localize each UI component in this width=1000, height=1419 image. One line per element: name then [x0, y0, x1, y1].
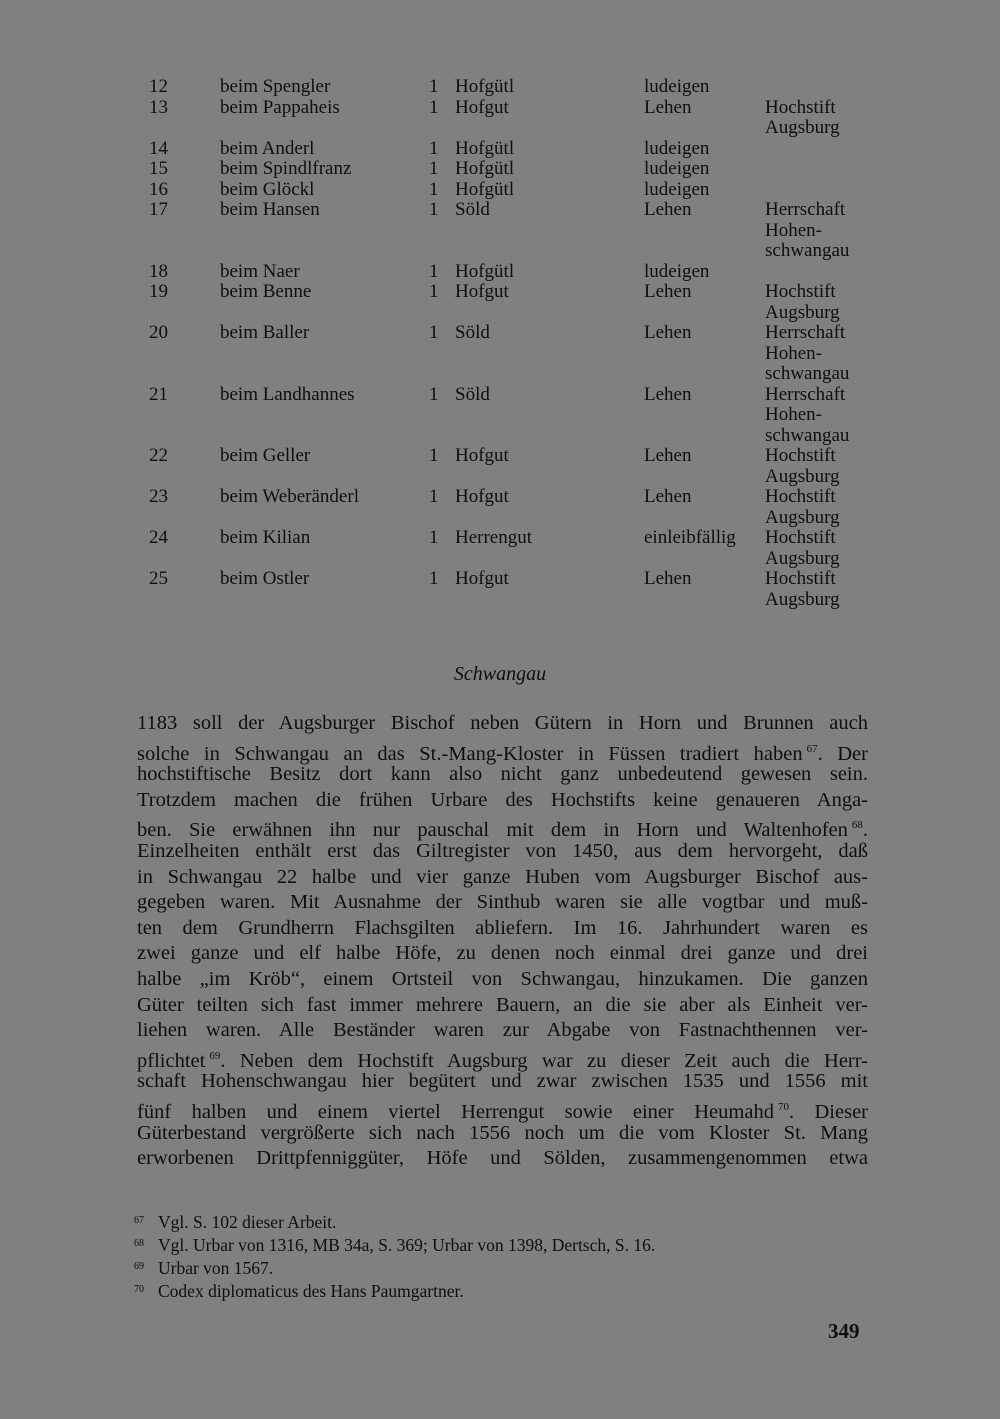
- holding-type: Hofgut: [455, 96, 509, 118]
- farm-name: beim Hansen: [220, 199, 320, 220]
- footnote-marker: 68: [851, 819, 863, 832]
- row-number: 23: [149, 486, 168, 507]
- tenure-status: Lehen: [644, 199, 692, 220]
- tenure-status: einleibfällig: [644, 527, 736, 548]
- holding-type: Hofgütl: [455, 76, 515, 97]
- quantity: 1: [429, 260, 439, 282]
- farm-name: beim Geller: [220, 445, 311, 466]
- text-line: [137, 1044, 868, 1070]
- line-text-tail: . Dieser: [788, 1100, 868, 1123]
- tenure-status: Lehen: [644, 383, 692, 405]
- landlord: [765, 323, 849, 385]
- holding-type: Söld: [455, 199, 490, 220]
- landlord: [765, 446, 840, 487]
- farm-name: beim Spindlfranz: [220, 158, 352, 179]
- text-line: [137, 1121, 868, 1147]
- tenure-status: Lehen: [644, 96, 692, 118]
- holding-type: Hofgütl: [455, 137, 515, 159]
- quantity: 1: [429, 486, 439, 507]
- footnote-number: 70: [134, 1284, 144, 1295]
- footnote-text: Urbar von 1567.: [158, 1258, 274, 1278]
- table-row: [0, 159, 1000, 180]
- text-line: [137, 762, 868, 788]
- line-text: Trotzdem machen die frühen Urbare des Hochstifts keine genaueren Anga-: [137, 788, 868, 811]
- farm-name: beim Kilian: [220, 527, 311, 548]
- landlord-line: Hochstift: [765, 568, 836, 589]
- quantity: 1: [429, 383, 439, 405]
- line-text: pflichtet: [137, 1049, 206, 1072]
- page-number: 349: [828, 1319, 860, 1343]
- line-text: Einzelheiten enthält erst das Giltregister von 1450, aus dem hervorgeht, daß: [137, 839, 868, 862]
- holding-type: Hofgut: [455, 281, 509, 302]
- text-line: [137, 813, 868, 842]
- row-number: 18: [149, 260, 168, 282]
- quantity: 1: [429, 281, 439, 302]
- footnote-number: 67: [134, 1215, 144, 1226]
- row-number: 22: [149, 445, 168, 466]
- line-text-tail: .: [862, 819, 868, 842]
- text-line: [137, 711, 868, 737]
- farm-name: beim Ostler: [220, 568, 310, 589]
- line-text-tail: . Der: [817, 742, 868, 765]
- landlord: [765, 385, 849, 447]
- line-text: halbe „im Kröb“, einem Ortsteil von Schwangau, hinzukamen. Die ganzen: [137, 967, 868, 990]
- holding-type: Hofgütl: [455, 260, 515, 282]
- text-line: [137, 788, 868, 814]
- farm-name: beim Baller: [220, 322, 310, 343]
- footnote-marker: 67: [806, 742, 818, 755]
- holding-type: Hofgut: [455, 568, 509, 589]
- holding-type: Hofgut: [455, 445, 509, 466]
- landlord-line: Herrschaft: [765, 199, 846, 220]
- landlord-line: Augsburg: [765, 506, 840, 528]
- tenure-status: ludeigen: [644, 158, 710, 179]
- landlord: [765, 282, 840, 323]
- table-row: [0, 262, 1000, 283]
- landlord-line: Hohen-: [765, 404, 822, 425]
- landlord-line: Augsburg: [765, 465, 840, 487]
- holding-type: Hofgut: [455, 486, 509, 507]
- landlord-line: Herrschaft: [765, 383, 846, 405]
- row-number: 19: [149, 281, 168, 302]
- footnote: [134, 1210, 874, 1233]
- landlord-line: Hochstift: [765, 486, 836, 507]
- table-row: [0, 323, 1000, 385]
- landlord-line: schwangau: [765, 240, 850, 261]
- footnote-text: Vgl. S. 102 dieser Arbeit.: [158, 1212, 337, 1232]
- landlord-line: Augsburg: [765, 117, 840, 138]
- landlord-line: schwangau: [765, 363, 850, 384]
- row-number: 13: [149, 96, 168, 118]
- farm-name: beim Glöckl: [220, 178, 315, 200]
- line-text: hochstiftische Besitz dort kann also nicht ganz unbedeutend gewesen sein.: [137, 763, 868, 786]
- line-text: Güterbestand vergrößerte sich nach 1556 noch um die vom Kloster St. Mang: [137, 1121, 868, 1144]
- footnote: [134, 1279, 874, 1302]
- holding-type: Hofgütl: [455, 158, 515, 179]
- quantity: 1: [429, 445, 439, 466]
- tenure-status: ludeigen: [644, 178, 710, 200]
- quantity: 1: [429, 568, 439, 589]
- farm-name: beim Weberänderl: [220, 486, 359, 507]
- row-number: 24: [149, 527, 168, 548]
- table-row: [0, 487, 1000, 528]
- line-text: Güter teilten sich fast immer mehrere Bauern, an die sie aber als Einheit ver-: [137, 993, 868, 1016]
- farm-name: beim Pappaheis: [220, 96, 340, 118]
- landlord-line: Hohen-: [765, 342, 822, 364]
- tenure-status: ludeigen: [644, 137, 710, 159]
- quantity: 1: [429, 76, 439, 97]
- table-row: [0, 528, 1000, 569]
- table-row: [0, 98, 1000, 139]
- tenure-status: ludeigen: [644, 76, 710, 97]
- text-line: [137, 865, 868, 891]
- tenure-status: Lehen: [644, 568, 692, 589]
- tenure-status: Lehen: [644, 445, 692, 466]
- landlord-line: Hochstift: [765, 281, 836, 302]
- line-text: erworbenen Drittpfenniggüter, Höfe und Sölden, zusammengenommen etwa: [137, 1147, 868, 1170]
- line-text: gegeben waren. Mit Ausnahme der Sinthub waren sie alle vogtbar und muß-: [137, 891, 868, 914]
- line-text: ten dem Grundherrn Flachsgilten abliefern. Im 16. Jahrhundert waren es: [137, 916, 868, 939]
- row-number: 16: [149, 178, 168, 200]
- table-row: [0, 569, 1000, 610]
- table-row: [0, 139, 1000, 160]
- landlord-line: Herrschaft: [765, 322, 846, 343]
- text-line: [137, 916, 868, 942]
- row-number: 20: [149, 322, 168, 343]
- footnote-number: 68: [134, 1238, 144, 1249]
- tenure-status: Lehen: [644, 322, 692, 343]
- holding-type: Söld: [455, 322, 490, 343]
- body-paragraph: [137, 711, 868, 1172]
- landlord: [765, 200, 849, 262]
- tenure-status: Lehen: [644, 486, 692, 507]
- footnote-text: Codex diplomaticus des Hans Paumgartner.: [158, 1281, 464, 1301]
- row-number: 25: [149, 568, 168, 589]
- landlord: [765, 487, 840, 528]
- text-line: [137, 1146, 868, 1172]
- table-row: [0, 446, 1000, 487]
- line-text: ben. Sie erwähnen ihn nur pauschal mit dem in Horn und Waltenhofen: [137, 819, 848, 842]
- footnote-text: Vgl. Urbar von 1316, MB 34a, S. 369; Urbar von 1398, Dertsch, S. 16.: [158, 1235, 656, 1255]
- line-text: zwei ganze und elf halbe Höfe, zu denen noch einmal drei ganze und drei: [137, 942, 868, 965]
- line-text: schaft Hohenschwangau hier begütert und zwar zwischen 1535 und 1556 mit: [137, 1070, 868, 1093]
- farm-name: beim Anderl: [220, 137, 315, 159]
- text-line: [137, 1018, 868, 1044]
- line-text: solche in Schwangau an das St.-Mang-Kloster in Füssen tradiert haben: [137, 742, 803, 765]
- footnote: [134, 1233, 874, 1256]
- landlord-line: Augsburg: [765, 588, 840, 610]
- landlord: [765, 528, 840, 569]
- table-row: [0, 200, 1000, 262]
- row-number: 17: [149, 199, 168, 220]
- landlord-line: Hochstift: [765, 527, 836, 548]
- line-text: fünf halben und einem viertel Herrengut sowie einer Heumahd: [137, 1100, 774, 1123]
- holding-type: Söld: [455, 383, 490, 405]
- landlord-line: Hochstift: [765, 445, 836, 466]
- text-line: [137, 1095, 868, 1121]
- text-line: [137, 967, 868, 993]
- text-line: [137, 890, 868, 916]
- footnote-marker: 69: [209, 1049, 221, 1062]
- landlord: [765, 98, 840, 139]
- quantity: 1: [429, 137, 439, 159]
- tenure-status: ludeigen: [644, 260, 710, 282]
- text-line: [137, 839, 868, 865]
- quantity: 1: [429, 199, 439, 220]
- landlord-line: schwangau: [765, 424, 850, 446]
- row-number: 21: [149, 383, 168, 405]
- table-row: [0, 385, 1000, 447]
- landlord-line: Hochstift: [765, 96, 836, 118]
- table-row: [0, 282, 1000, 323]
- landlord-line: Hohen-: [765, 219, 822, 241]
- holding-type: Hofgütl: [455, 178, 515, 200]
- farm-name: beim Naer: [220, 260, 300, 282]
- landlord-line: Augsburg: [765, 301, 840, 323]
- quantity: 1: [429, 96, 439, 118]
- row-number: 15: [149, 158, 168, 179]
- farm-name: beim Benne: [220, 281, 312, 302]
- quantity: 1: [429, 158, 439, 179]
- line-text: in Schwangau 22 halbe und vier ganze Huben vom Augsburger Bischof aus-: [137, 865, 868, 888]
- text-line: [137, 993, 868, 1019]
- row-number: 12: [149, 76, 168, 97]
- footnote-number: 69: [134, 1261, 144, 1272]
- tenure-status: Lehen: [644, 281, 692, 302]
- text-line: [137, 737, 868, 763]
- quantity: 1: [429, 527, 439, 548]
- landlord: [765, 569, 840, 610]
- footnote-marker: 70: [777, 1100, 789, 1113]
- farm-name: beim Landhannes: [220, 383, 355, 405]
- landlord-line: Augsburg: [765, 547, 840, 569]
- footnote: [134, 1256, 874, 1279]
- text-line: [137, 1069, 868, 1095]
- text-line: [137, 941, 868, 967]
- table-row: [0, 180, 1000, 201]
- table-row: [0, 77, 1000, 98]
- farm-name: beim Spengler: [220, 76, 331, 97]
- line-text: 1183 soll der Augsburger Bischof neben Gütern in Horn und Brunnen auch: [137, 712, 868, 734]
- row-number: 14: [149, 137, 168, 159]
- section-title: Schwangau: [453, 663, 547, 685]
- line-text: liehen waren. Alle Beständer waren zur Abgabe von Fastnachthennen ver-: [137, 1019, 868, 1042]
- quantity: 1: [429, 322, 439, 343]
- quantity: 1: [429, 178, 439, 200]
- holdings-table: [0, 77, 1000, 610]
- holding-type: Herrengut: [455, 527, 533, 548]
- footnotes: [134, 1210, 874, 1302]
- line-text-tail: . Neben dem Hochstift Augsburg war zu dieser Zeit auch die Herr-: [220, 1049, 868, 1072]
